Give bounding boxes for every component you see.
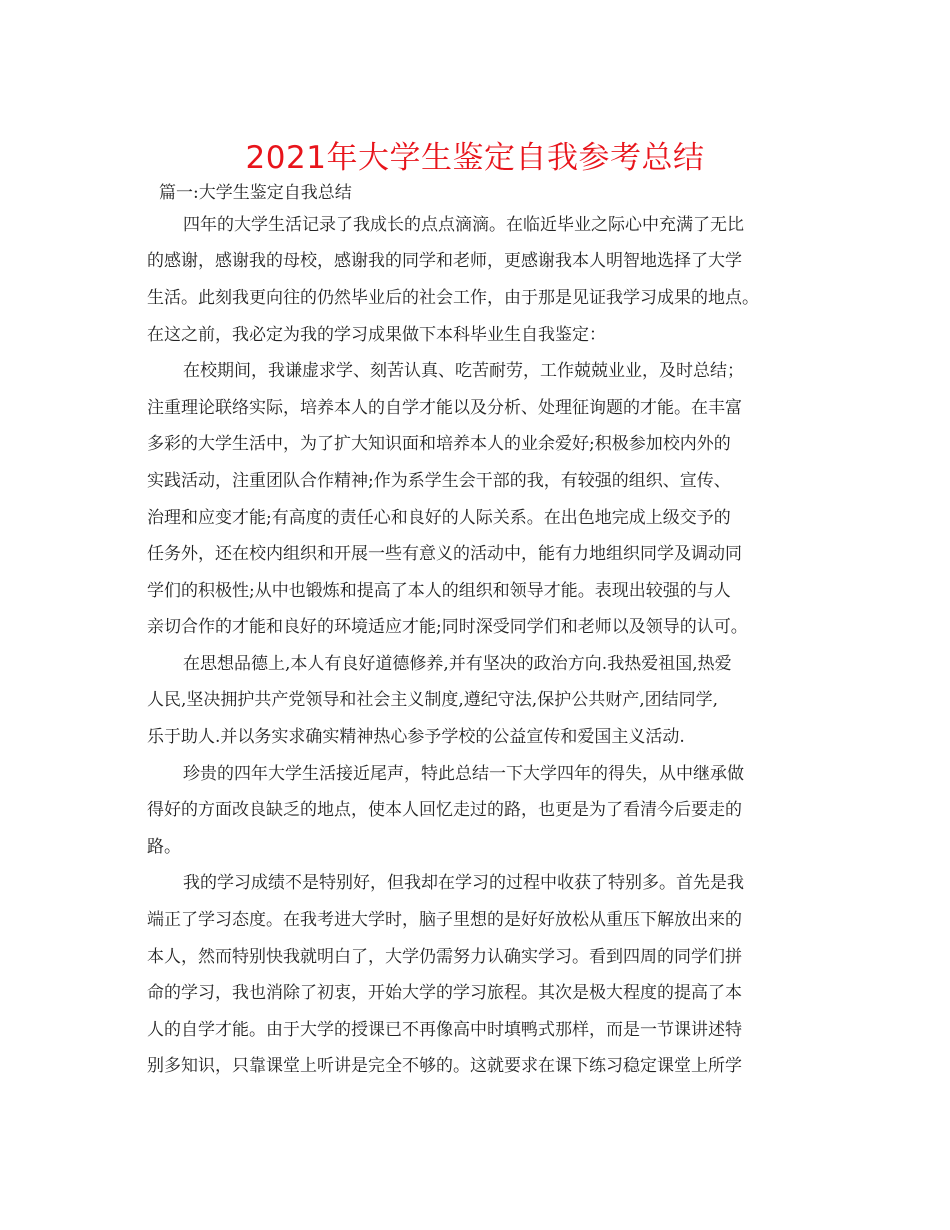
paragraph-line: 在校期间，我谦虚求学、刻苦认真、吃苦耐劳，工作兢兢业业，及时总结；	[183, 361, 744, 381]
paragraph-line: 端正了学习态度。在我考进大学时，脑子里想的是好好放松从重压下解放出来的	[147, 910, 742, 930]
paragraph-line: 在思想品德上,本人有良好道德修养,并有坚决的政治方向.我热爱祖国,热爱	[183, 654, 732, 674]
paragraph-line: 命的学习，我也消除了初衷，开始大学的学习旅程。其次是极大程度的提高了本	[147, 983, 742, 1003]
paragraph-line: 在这之前，我必定为我的学习成果做下本科毕业生自我鉴定：	[147, 325, 606, 345]
document-title: 2021年大学生鉴定自我参考总结	[245, 140, 705, 176]
paragraph-line: 人的自学才能。由于大学的授课已不再像高中时填鸭式那样，而是一节课讲述特	[147, 1020, 742, 1040]
paragraph-line: 实践活动，注重团队合作精神;作为系学生会干部的我，有较强的组织、宣传、	[147, 471, 731, 491]
paragraph-line: 乐于助人.并以务实求确实精神热心参予学校的公益宣传和爱国主义活动.	[147, 727, 685, 747]
paragraph-line: 注重理论联络实际，培养本人的自学才能以及分析、处理征询题的才能。在丰富	[147, 398, 742, 418]
paragraph-line: 别多知识，只靠课堂上听讲是完全不够的。这就要求在课下练习稳定课堂上所学	[147, 1056, 742, 1076]
paragraph-line: 得好的方面改良缺乏的地点，使本人回忆走过的路，也更是为了看清今后要走的	[147, 800, 742, 820]
paragraph-line: 人民,坚决拥护共产党领导和社会主义制度,遵纪守法,保护公共财产,团结同学,	[147, 690, 719, 710]
paragraph-line: 多彩的大学生活中，为了扩大知识面和培养本人的业余爱好;积极参加校内外的	[147, 434, 731, 454]
paragraph-line: 治理和应变才能;有高度的责任心和良好的人际关系。在出色地完成上级交予的	[147, 508, 731, 528]
paragraph-line: 亲切合作的才能和良好的环境适应才能;同时深受同学们和老师以及领导的认可。	[147, 617, 748, 637]
paragraph-line: 本人，然而特别快我就明白了，大学仍需努力认确实学习。看到四周的同学们拼	[147, 947, 742, 967]
paragraph-line: 任务外，还在校内组织和开展一些有意义的活动中，能有力地组织同学及调动同	[147, 544, 742, 564]
paragraph-line: 生活。此刻我更向往的仍然毕业后的社会工作，由于那是见证我学习成果的地点。	[147, 288, 759, 308]
paragraph-line: 珍贵的四年大学生活接近尾声，特此总结一下大学四年的得失，从中继承做	[183, 764, 744, 784]
paragraph-line: 学们的积极性;从中也锻炼和提高了本人的组织和领导才能。表现出较强的与人	[147, 581, 731, 601]
document-body	[147, 0, 827, 1230]
paragraph-line: 我的学习成绩不是特别好，但我却在学习的过程中收获了特别多。首先是我	[183, 873, 744, 893]
paragraph-line: 路。	[147, 837, 181, 857]
paragraph-line: 的感谢，感谢我的母校，感谢我的同学和老师，更感谢我本人明智地选择了大学	[147, 251, 742, 271]
section-heading: 篇一:大学生鉴定自我总结	[159, 183, 352, 203]
paragraph-line: 四年的大学生活记录了我成长的点点滴滴。在临近毕业之际心中充满了无比	[183, 215, 744, 235]
